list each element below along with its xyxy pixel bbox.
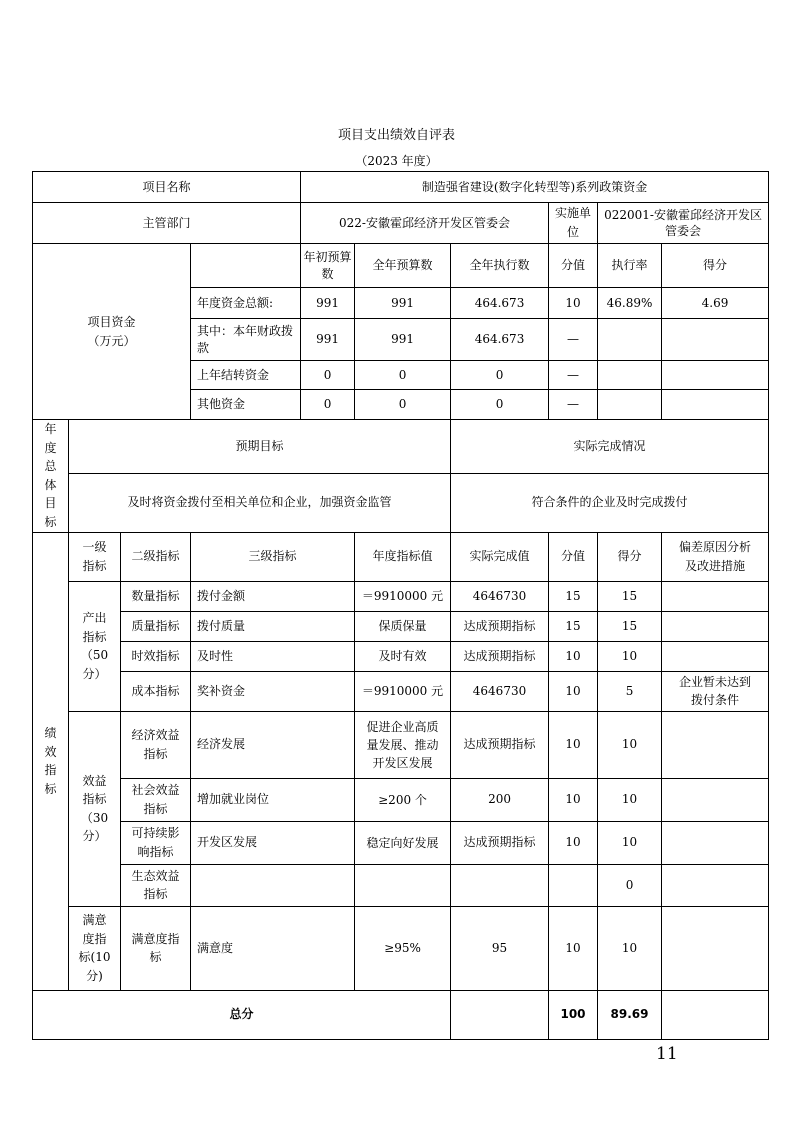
project-name-row (33, 172, 769, 203)
goals-actual-header: 实际完成情况 (451, 420, 769, 474)
project-name-label: 项目名称 (33, 172, 301, 203)
funds-score (662, 319, 769, 361)
funds-label: 项目资金 （万元） (33, 244, 191, 420)
level2-indicator: 成本指标 (121, 671, 191, 711)
total-score: 89.69 (598, 990, 662, 1039)
table-body (33, 172, 769, 1040)
funds-header-rate: 执行率 (598, 244, 662, 288)
level3-indicator: 经济发展 (191, 711, 355, 778)
score: 15 (598, 611, 662, 641)
header-actual: 实际完成值 (451, 532, 549, 581)
funds-header-score-value: 分值 (549, 244, 598, 288)
project-name-value: 制造强省建设(数字化转型等)系列政策资金 (301, 172, 769, 203)
score-value: 10 (549, 711, 598, 778)
level2-indicator: 质量指标 (121, 611, 191, 641)
indicator-row (33, 641, 769, 671)
target-value: 及时有效 (355, 641, 451, 671)
funds-score: 4.69 (662, 288, 769, 319)
score-value: 15 (549, 581, 598, 611)
score: 10 (598, 821, 662, 864)
funds-initial: 991 (301, 319, 355, 361)
score-value: 10 (549, 778, 598, 821)
funds-executed: 464.673 (451, 319, 549, 361)
funds-row-label: 其中：本年财政拨款 (191, 319, 301, 361)
actual-value: 达成预期指标 (451, 611, 549, 641)
indicator-row (33, 778, 769, 821)
funds-rate: 46.89% (598, 288, 662, 319)
score-value (549, 864, 598, 906)
funds-initial: 0 (301, 361, 355, 390)
funds-budget: 991 (355, 288, 451, 319)
indicator-row (33, 581, 769, 611)
total-row (33, 990, 769, 1039)
level3-indicator: 开发区发展 (191, 821, 355, 864)
department-row (33, 203, 769, 244)
total-empty (451, 990, 549, 1039)
funds-score (662, 361, 769, 390)
funds-executed: 464.673 (451, 288, 549, 319)
reason (662, 778, 769, 821)
target-value: ＝9910000 元 (355, 581, 451, 611)
group-label: 满意 度指 标(10 分) (69, 906, 121, 990)
funds-executed: 0 (451, 390, 549, 420)
score: 5 (598, 671, 662, 711)
goals-expected-text: 及时将资金拨付至相关单位和企业，加强资金监管 (69, 473, 451, 532)
level3-indicator: 及时性 (191, 641, 355, 671)
funds-budget: 0 (355, 390, 451, 420)
funds-score-value: — (549, 390, 598, 420)
score: 15 (598, 581, 662, 611)
header-score-value: 分值 (549, 532, 598, 581)
funds-score-value: — (549, 319, 598, 361)
actual-value: 达成预期指标 (451, 641, 549, 671)
level2-indicator: 满意度指 标 (121, 906, 191, 990)
reason: 企业暂未达到 拨付条件 (662, 671, 769, 711)
goals-content-row (33, 473, 769, 532)
group-label: 产出 指标 （50 分） (69, 581, 121, 711)
header-score: 得分 (598, 532, 662, 581)
level2-indicator: 生态效益 指标 (121, 864, 191, 906)
level2-indicator: 经济效益 指标 (121, 711, 191, 778)
impl-unit-value: 022001-安徽霍邱经济开发区管委会 (598, 203, 769, 244)
actual-value: 达成预期指标 (451, 821, 549, 864)
funds-score-value: — (549, 361, 598, 390)
level2-indicator: 数量指标 (121, 581, 191, 611)
year-subtitle: （2023 年度） (355, 154, 438, 168)
page-title: 项目支出绩效自评表 (337, 128, 455, 143)
actual-value (451, 864, 549, 906)
funds-header-initial: 年初预算数 (301, 244, 355, 288)
level2-indicator: 可持续影 响指标 (121, 821, 191, 864)
funds-executed: 0 (451, 361, 549, 390)
funds-header-budget: 全年预算数 (355, 244, 451, 288)
level3-indicator: 拨付质量 (191, 611, 355, 641)
funds-header-empty (191, 244, 301, 288)
level3-indicator: 增加就业岗位 (191, 778, 355, 821)
funds-row-label: 年度资金总额: (191, 288, 301, 319)
reason (662, 864, 769, 906)
score-value: 15 (549, 611, 598, 641)
indicator-row (33, 671, 769, 711)
actual-value: 4646730 (451, 671, 549, 711)
indicator-row (33, 821, 769, 864)
funds-budget: 991 (355, 319, 451, 361)
indicator-row (33, 906, 769, 990)
score-value: 10 (549, 671, 598, 711)
total-score-value: 100 (549, 990, 598, 1039)
level2-indicator: 社会效益 指标 (121, 778, 191, 821)
actual-value: 4646730 (451, 581, 549, 611)
level3-indicator: 奖补资金 (191, 671, 355, 711)
level3-indicator (191, 864, 355, 906)
actual-value: 达成预期指标 (451, 711, 549, 778)
header-level3: 三级指标 (191, 532, 355, 581)
funds-rate (598, 361, 662, 390)
level2-indicator: 时效指标 (121, 641, 191, 671)
header-reason: 偏差原因分析 及改进措施 (662, 532, 769, 581)
target-value (355, 864, 451, 906)
reason (662, 581, 769, 611)
funds-initial: 0 (301, 390, 355, 420)
dept-value: 022-安徽霍邱经济开发区管委会 (301, 203, 549, 244)
target-value: ≥200 个 (355, 778, 451, 821)
group-label: 效益 指标 （30 分） (69, 711, 121, 906)
funds-header-executed: 全年执行数 (451, 244, 549, 288)
funds-rate (598, 319, 662, 361)
page-number: 11 (656, 1044, 678, 1064)
impl-unit-label: 实施单位 (549, 203, 598, 244)
funds-budget: 0 (355, 361, 451, 390)
level3-indicator: 拨付金额 (191, 581, 355, 611)
indicator-row (33, 711, 769, 778)
indicator-row (33, 864, 769, 906)
score: 10 (598, 711, 662, 778)
score: 0 (598, 864, 662, 906)
goals-expected-header: 预期目标 (69, 420, 451, 474)
reason (662, 641, 769, 671)
target-value: ＝9910000 元 (355, 671, 451, 711)
header-level1: 一级 指标 (69, 532, 121, 581)
score-value: 10 (549, 641, 598, 671)
funds-header-row (33, 244, 769, 288)
header-level2: 二级指标 (121, 532, 191, 581)
reason (662, 611, 769, 641)
funds-score-value: 10 (549, 288, 598, 319)
funds-row-label: 其他资金 (191, 390, 301, 420)
actual-value: 200 (451, 778, 549, 821)
funds-rate (598, 390, 662, 420)
score-value: 10 (549, 906, 598, 990)
indicators-label: 绩 效 指 标 (33, 532, 69, 990)
reason (662, 711, 769, 778)
goals-header-row (33, 420, 769, 474)
score: 10 (598, 641, 662, 671)
target-value: 保质保量 (355, 611, 451, 641)
score-value: 10 (549, 821, 598, 864)
level3-indicator: 满意度 (191, 906, 355, 990)
target-value: 稳定向好发展 (355, 821, 451, 864)
total-label: 总分 (33, 990, 451, 1039)
funds-header-score: 得分 (662, 244, 769, 288)
indicator-row (33, 611, 769, 641)
indicators-header-row (33, 532, 769, 581)
funds-score (662, 390, 769, 420)
score: 10 (598, 906, 662, 990)
goals-actual-text: 符合条件的企业及时完成拨付 (451, 473, 769, 532)
reason (662, 821, 769, 864)
funds-initial: 991 (301, 288, 355, 319)
goals-label: 年 度 总 体 目 标 (33, 420, 69, 533)
dept-label: 主管部门 (33, 203, 301, 244)
self-evaluation-table (32, 171, 769, 1040)
target-value: ≥95% (355, 906, 451, 990)
target-value: 促进企业高质 量发展、推动 开发区发展 (355, 711, 451, 778)
total-reason-empty (662, 990, 769, 1039)
score: 10 (598, 778, 662, 821)
reason (662, 906, 769, 990)
funds-row-label: 上年结转资金 (191, 361, 301, 390)
header-target: 年度指标值 (355, 532, 451, 581)
actual-value: 95 (451, 906, 549, 990)
